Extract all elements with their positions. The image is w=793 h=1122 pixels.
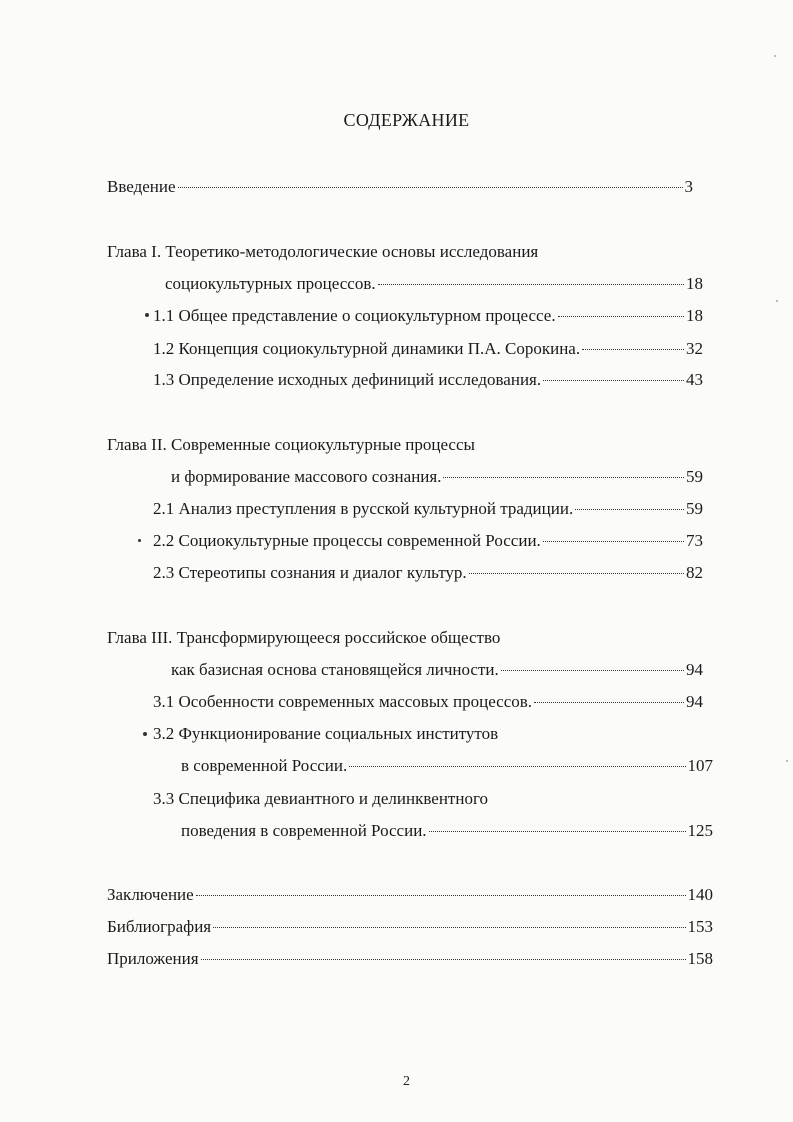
dot-leader — [196, 895, 686, 896]
dot-leader — [469, 573, 684, 574]
dot-leader — [543, 541, 684, 542]
dot-leader — [349, 766, 685, 767]
toc-entry-label: в современной России. — [181, 756, 348, 775]
toc-page-number: 43 — [686, 370, 703, 389]
toc-entry-1-2 — [153, 338, 703, 360]
toc-entry-label: социокультурных процессов. — [165, 274, 376, 293]
dot-leader — [178, 187, 683, 188]
chapter-1-heading: Глава I. Теоретико-методологические основы исследования — [107, 242, 539, 261]
scan-mark — [145, 313, 149, 317]
toc-entry-label: как базисная основа становящейся личности. — [171, 660, 499, 679]
toc-page-number: 158 — [687, 949, 713, 968]
chapter-2-heading: Глава II. Современные социокультурные процессы — [107, 435, 475, 454]
dot-leader — [378, 284, 684, 285]
toc-page-number: 73 — [686, 531, 703, 550]
toc-entry-label: и формирование массового сознания. — [171, 467, 442, 486]
toc-entry-3-1 — [153, 691, 703, 713]
scan-speck — [776, 300, 778, 302]
dot-leader — [501, 670, 684, 671]
scan-speck — [786, 760, 788, 762]
toc-entry-1-1 — [153, 305, 703, 327]
toc-entry-label: 1.2 Концепция социокультурной динамики П.А. Сорокина. — [153, 339, 581, 358]
toc-entry-label: 2.3 Стереотипы сознания и диалог культур. — [153, 563, 467, 582]
toc-entry-label: Библиография — [107, 917, 212, 936]
dot-leader — [201, 959, 686, 960]
toc-entry-label: Приложения — [107, 949, 199, 968]
toc-entry-3-2 — [181, 755, 713, 777]
toc-entry-intro — [107, 176, 693, 198]
toc-entry-label: Заключение — [107, 885, 194, 904]
toc-page-number: 140 — [687, 885, 713, 904]
dot-leader — [429, 831, 686, 832]
dot-leader — [443, 477, 684, 478]
scan-speck — [774, 55, 776, 57]
toc-entry-3-3 — [181, 820, 713, 842]
dot-leader — [543, 380, 684, 381]
toc-page-number: 82 — [686, 563, 703, 582]
toc-page-number: 94 — [686, 692, 703, 711]
toc-entry-2-3 — [153, 562, 703, 584]
dot-leader — [575, 509, 684, 510]
toc-entry-3-2-first-line: 3.2 Функционирование социальных институтов — [153, 724, 499, 743]
toc-entry-bibliography — [107, 916, 713, 938]
toc-entry-conclusion — [107, 884, 713, 906]
toc-page-number: 18 — [686, 306, 703, 325]
toc-entry-chapter-1 — [165, 273, 703, 295]
toc-entry-2-1 — [153, 498, 703, 520]
toc-page-number: 3 — [684, 177, 693, 196]
toc-entry-label: 2.1 Анализ преступления в русской культурной традиции. — [153, 499, 574, 518]
scan-mark — [138, 539, 141, 542]
toc-page-number: 153 — [687, 917, 713, 936]
toc-page-number: 59 — [686, 499, 703, 518]
chapter-3-heading: Глава III. Трансформирующееся российское общество — [107, 628, 501, 647]
toc-page-number: 107 — [687, 756, 713, 775]
page-number: 2 — [403, 1074, 410, 1089]
toc-entry-label: 1.1 Общее представление о социокультурном процессе. — [153, 306, 556, 325]
toc-entry-1-3 — [153, 369, 703, 391]
dot-leader — [213, 927, 685, 928]
toc-page-number: 32 — [686, 339, 703, 358]
toc-entry-chapter-3 — [171, 659, 703, 681]
toc-entry-label: поведения в современной России. — [181, 821, 427, 840]
toc-entry-label: 2.2 Социокультурные процессы современной России. — [153, 531, 541, 550]
toc-entry-label: 3.1 Особенности современных массовых процессов. — [153, 692, 533, 711]
toc-page-number: 125 — [687, 821, 713, 840]
page-title: СОДЕРЖАНИЕ — [343, 110, 470, 130]
toc-entry-appendices — [107, 948, 713, 970]
toc-entry-2-2 — [153, 530, 703, 552]
toc-entry-label: 1.3 Определение исходных дефиниций исследования. — [153, 370, 542, 389]
toc-page-number: 59 — [686, 467, 703, 486]
toc-entry-3-3-first-line: 3.3 Специфика девиантного и делинквентного — [153, 789, 489, 808]
scan-mark — [143, 732, 147, 736]
dot-leader — [558, 316, 684, 317]
toc-entry-chapter-2 — [171, 466, 703, 488]
toc-page-number: 94 — [686, 660, 703, 679]
dot-leader — [582, 349, 684, 350]
toc-page-number: 18 — [686, 274, 703, 293]
dot-leader — [534, 702, 684, 703]
toc-entry-label: Введение — [107, 177, 176, 196]
